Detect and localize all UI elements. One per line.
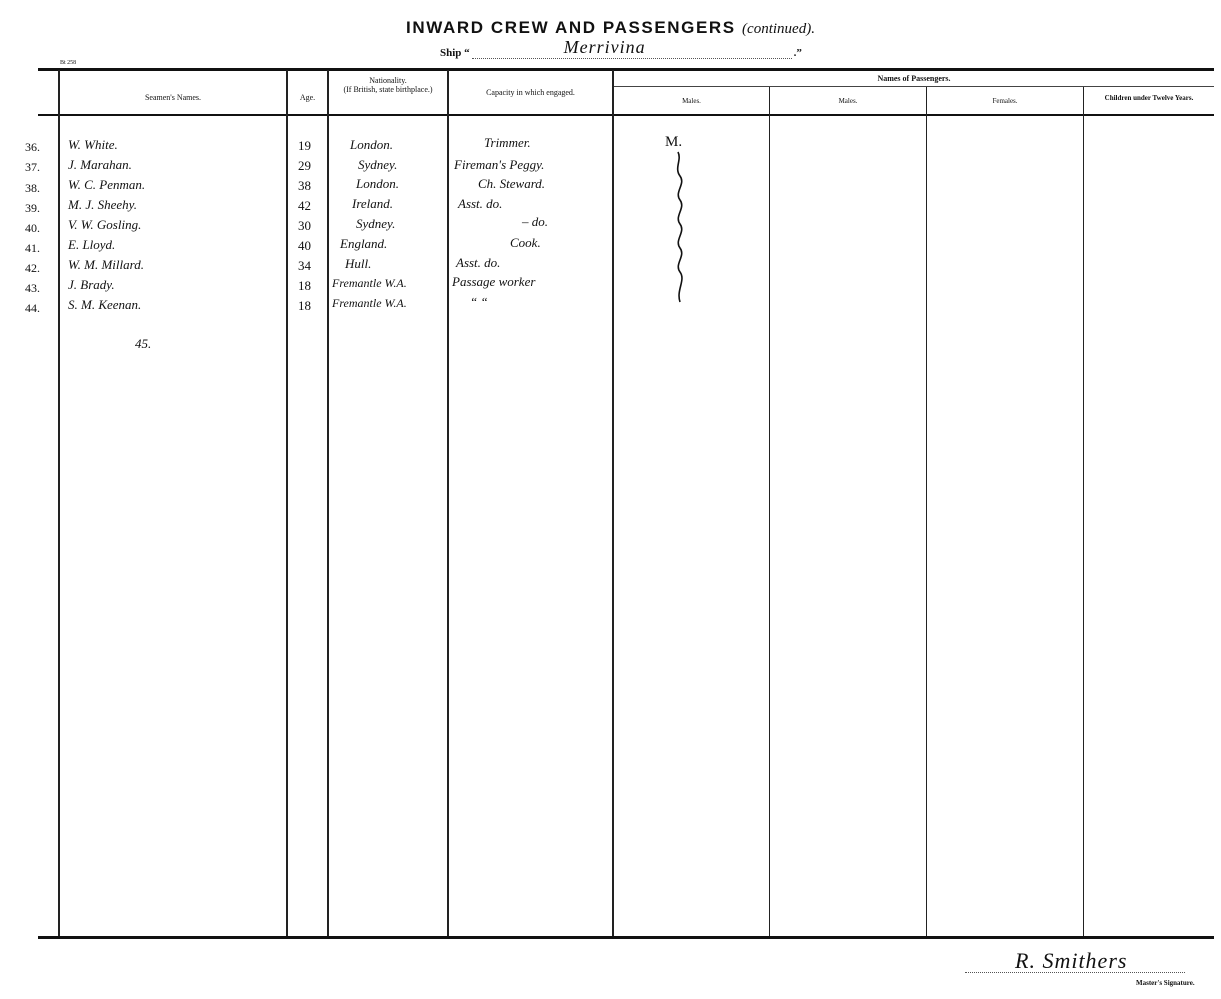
ship-close-quote: .” bbox=[793, 47, 802, 59]
total-count: 45. bbox=[135, 336, 152, 351]
capacity-value: – do. bbox=[522, 214, 548, 229]
age-value: 40 bbox=[298, 238, 311, 253]
seaman-name: M. J. Sheehy. bbox=[68, 197, 137, 212]
capacity-value: Ch. Steward. bbox=[478, 176, 546, 191]
row-number: 39. bbox=[25, 201, 40, 215]
page-title bbox=[0, 18, 1221, 38]
bracket-squiggle-icon bbox=[672, 150, 692, 306]
column-divider bbox=[286, 70, 288, 936]
age-value: 30 bbox=[298, 218, 311, 233]
signature-label: Master's Signature. bbox=[1136, 979, 1195, 987]
nationality-value: Fremantle W.A. bbox=[332, 296, 407, 310]
seaman-name: J. Marahan. bbox=[68, 157, 132, 172]
age-value: 19 bbox=[298, 138, 311, 153]
capacity-value: Asst. do. bbox=[458, 196, 503, 211]
ship-name: Merrivina bbox=[563, 37, 646, 57]
column-divider bbox=[926, 87, 927, 936]
master-signature: R. Smithers bbox=[1015, 948, 1128, 973]
age-value: 29 bbox=[298, 158, 311, 173]
header-bottom-rule bbox=[38, 114, 1214, 116]
ship-open-quote: “ bbox=[464, 47, 470, 59]
column-divider bbox=[327, 70, 329, 936]
nationality-value: Hull. bbox=[345, 256, 372, 271]
age-value: 42 bbox=[298, 198, 311, 213]
capacity-value: “ “ bbox=[470, 294, 488, 309]
seaman-name: W. C. Penman. bbox=[68, 177, 146, 192]
passenger-mark: M. bbox=[665, 134, 683, 150]
nationality-value: London. bbox=[350, 137, 393, 152]
age-value: 18 bbox=[298, 278, 311, 293]
header-passengers-group: Names of Passengers. bbox=[877, 74, 951, 83]
column-divider bbox=[1083, 87, 1084, 936]
ship-label: Ship bbox=[440, 47, 462, 59]
passengers-group-rule bbox=[613, 86, 1214, 87]
capacity-value: Passage worker bbox=[452, 274, 536, 289]
column-divider bbox=[769, 87, 770, 936]
header-nationality bbox=[329, 76, 447, 94]
table-top-rule bbox=[38, 68, 1214, 71]
seaman-name: V. W. Gosling. bbox=[68, 217, 142, 232]
row-number: 41. bbox=[25, 241, 40, 255]
capacity-value: Cook. bbox=[510, 235, 541, 250]
column-divider bbox=[612, 70, 614, 936]
nationality-value: Sydney. bbox=[356, 216, 396, 231]
nationality-label: Nationality. bbox=[369, 76, 407, 85]
row-number: 43. bbox=[25, 281, 40, 295]
nationality-note: (If British, state birthplace.) bbox=[343, 85, 433, 94]
row-number: 44. bbox=[25, 301, 40, 315]
header-children: Children under Twelve Years. bbox=[1104, 94, 1194, 102]
row-number: 40. bbox=[25, 221, 40, 235]
seaman-name: J. Brady. bbox=[68, 277, 115, 292]
ship-line bbox=[440, 37, 802, 59]
header-males-1: Males. bbox=[682, 97, 701, 105]
row-number: 36. bbox=[25, 140, 40, 154]
column-divider bbox=[58, 70, 60, 936]
column-divider bbox=[447, 70, 449, 936]
seaman-name: E. Lloyd. bbox=[68, 237, 116, 252]
nationality-value: Sydney. bbox=[358, 157, 398, 172]
nationality-value: London. bbox=[356, 176, 399, 191]
header-males-2: Males. bbox=[838, 97, 858, 105]
title-suffix: (continued). bbox=[742, 21, 815, 37]
capacity-value: Asst. do. bbox=[456, 255, 501, 270]
form-number: Bt 258 bbox=[60, 60, 77, 66]
capacity-value: Fireman's Peggy. bbox=[454, 157, 545, 172]
age-value: 34 bbox=[298, 258, 311, 273]
seaman-name: W. M. Millard. bbox=[68, 257, 144, 272]
header-capacity: Capacity in which engaged. bbox=[486, 88, 575, 97]
nationality-value: Fremantle W.A. bbox=[332, 276, 407, 290]
age-value: 18 bbox=[298, 298, 311, 313]
row-number: 38. bbox=[25, 181, 40, 195]
age-value: 38 bbox=[298, 178, 311, 193]
header-seamen-names: Seamen's Names. bbox=[144, 93, 202, 102]
header-females: Females. bbox=[992, 97, 1018, 105]
nationality-value: Ireland. bbox=[352, 196, 394, 211]
nationality-value: England. bbox=[340, 236, 388, 251]
row-number: 42. bbox=[25, 261, 40, 275]
ship-name-field bbox=[472, 37, 792, 59]
seaman-name: W. White. bbox=[68, 137, 118, 152]
capacity-value: Trimmer. bbox=[484, 135, 531, 150]
title-main: INWARD CREW AND PASSENGERS bbox=[406, 18, 736, 37]
table-bottom-rule bbox=[38, 936, 1214, 939]
row-number: 37. bbox=[25, 160, 40, 174]
seaman-name: S. M. Keenan. bbox=[68, 297, 142, 312]
header-age: Age. bbox=[299, 93, 316, 102]
